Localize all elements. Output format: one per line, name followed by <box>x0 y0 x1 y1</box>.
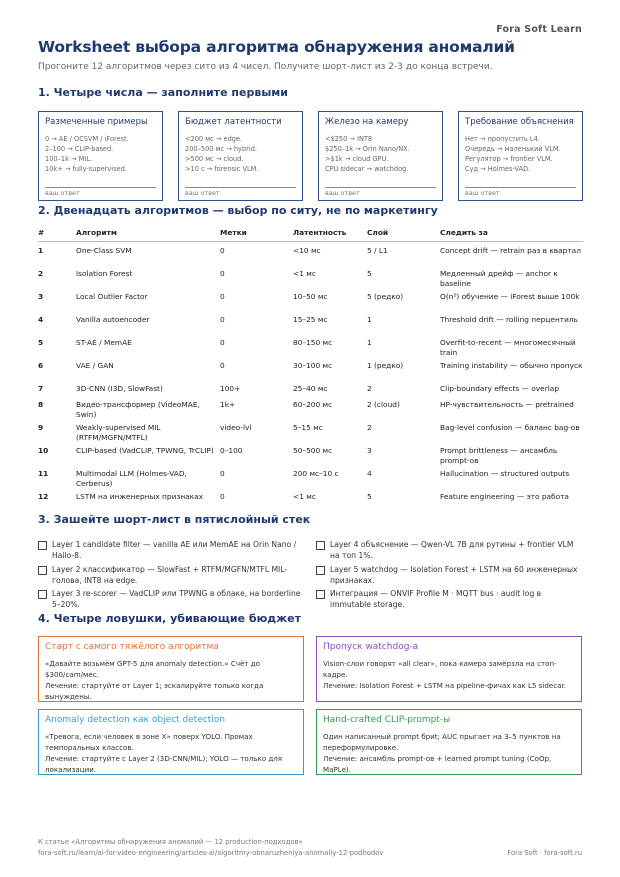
box-line: Очередь → маленький VLM. <box>465 145 561 153</box>
cell-algorithm: ST-AE / MemAE <box>76 338 132 347</box>
cell-num: 11 <box>38 469 49 478</box>
box-line: 10k+ → fully-supervised. <box>45 165 127 173</box>
box-line: 0 → AE / OCSVM / iForest. <box>45 135 129 143</box>
section-heading-stack: 3. Зашейте шорт-лист в пятислойный стек <box>38 513 311 526</box>
cell-algorithm: 3D-CNN (I3D, SlowFast) <box>76 384 163 393</box>
box-line: <$250 → INT8 <box>325 135 373 143</box>
section-heading-numbers: 1. Четыре числа — заполните первыми <box>38 86 288 99</box>
box-line: 100–1k → MIL. <box>45 155 93 163</box>
trap-card-heavy-start <box>38 636 304 702</box>
table-row <box>38 492 583 502</box>
checklist-item[interactable] <box>38 539 303 561</box>
header-num: # <box>38 228 45 237</box>
cell-num: 9 <box>38 423 44 432</box>
trap-title: Пропуск watchdog-а <box>323 642 419 652</box>
cell-num: 5 <box>38 338 44 347</box>
cell-latency: 30–100 мс <box>293 361 333 370</box>
cell-labels: 100+ <box>220 384 241 393</box>
page-title: Worksheet выбора алгоритма обнаружения аномалий <box>38 38 515 56</box>
cell-latency: <1 мс <box>293 269 316 278</box>
cell-layer: 5 / L1 <box>367 246 388 255</box>
cell-algorithm: Weakly-supervised MIL (RTFM/MGFN/MTFL) <box>76 423 161 442</box>
cell-layer: 5 (редко) <box>367 292 404 301</box>
cell-labels: 0 <box>220 246 225 255</box>
checklist-item[interactable] <box>38 564 303 586</box>
box-line: Суд → Holmes-VAD. <box>465 165 531 173</box>
cell-watch: O(n²) обучение — iForest выше 100k <box>440 292 580 301</box>
trap-text: Один написанный prompt бриt; AUC прыгает на 3–5 пунктов на переформулировке. <box>323 732 561 752</box>
trap-title: Hand-crafted CLIP-prompt-ы <box>323 715 451 725</box>
checklist-text: Layer 2 классификатор — SlowFast + RTFM/MGFN/MTFL MIL-голова, INT8 на edge. <box>52 565 288 585</box>
cell-num: 7 <box>38 384 44 393</box>
cell-algorithm: CLIP-based (VadCLIP, TPWNG, TrCLIP) <box>76 446 214 455</box>
trap-remedy: Лечение: стартуйте от Layer 1; эскалируйте только когда вынуждены. <box>45 681 264 701</box>
checkbox[interactable] <box>38 541 47 550</box>
table-row <box>38 338 583 358</box>
cell-watch: Prompt brittleness — ансамбль prompt-ов <box>440 446 558 465</box>
cell-algorithm: Isolation Forest <box>76 269 133 278</box>
cell-num: 8 <box>38 400 44 409</box>
footer-url[interactable]: fora-soft.ru/learn/ai-for-video-engineering/articles-ai/algoritmy-obnaruzheniya-anomaliy-12-podhodov <box>38 849 384 857</box>
cell-latency: 5–15 мс <box>293 423 323 432</box>
cell-latency: 60–200 мс <box>293 400 333 409</box>
trap-text: «Тревога, если человек в зоне X» поверх YOLO. Промах темпоральных классов. <box>45 732 253 752</box>
answer-field[interactable]: ваш ответ <box>45 187 156 197</box>
cell-num: 10 <box>38 446 49 455</box>
cell-watch: Threshold drift — rolling перцентиль <box>440 315 578 324</box>
box-camera-hardware <box>318 111 443 201</box>
cell-algorithm: Local Outlier Factor <box>76 292 148 301</box>
box-line: $250–1k → Orin Nano/NX. <box>325 145 410 153</box>
cell-layer: 3 <box>367 446 372 455</box>
answer-field[interactable]: ваш ответ <box>185 187 296 197</box>
cell-layer: 5 <box>367 269 372 278</box>
checklist-item[interactable] <box>316 564 583 586</box>
cell-layer: 4 <box>367 469 372 478</box>
cell-watch: Concept drift — retrain раз в квартал <box>440 246 581 255</box>
trap-remedy: Лечение: стартуйте с Layer 2 (3D-CNN/MIL); YOLO — только для локализации. <box>45 754 283 774</box>
header-algorithm: Алгоритм <box>76 228 117 237</box>
footer-site[interactable]: Fora Soft · fora-soft.ru <box>507 849 582 857</box>
table-row <box>38 384 583 394</box>
table-row <box>38 446 583 466</box>
cell-labels: 0 <box>220 469 225 478</box>
trap-card-clip-prompts <box>316 709 582 775</box>
checklist-item[interactable] <box>38 588 303 610</box>
cell-watch: Feature engineering — это работа <box>440 492 569 501</box>
checklist-text: Layer 3 re-scorer — VadCLIP или TPWNG в облаке, на borderline 5–20%. <box>52 589 301 609</box>
cell-layer: 2 (cloud) <box>367 400 400 409</box>
checklist-text: Layer 5 watchdog — Isolation Forest + LSTM на 60 инженерных признаках. <box>330 565 578 585</box>
table-row <box>38 246 583 256</box>
table-row <box>38 361 583 371</box>
answer-field[interactable]: ваш ответ <box>325 187 436 197</box>
cell-watch: Clip-boundary effects — overlap <box>440 384 560 393</box>
cell-latency: 10–50 мс <box>293 292 328 301</box>
cell-labels: 1k+ <box>220 400 236 409</box>
cell-latency: <10 мс <box>293 246 321 255</box>
cell-latency: 200 мс–10 с <box>293 469 339 478</box>
table-row <box>38 469 583 489</box>
cell-labels: 0 <box>220 269 225 278</box>
cell-layer: 1 <box>367 338 372 347</box>
cell-num: 3 <box>38 292 44 301</box>
cell-labels: 0 <box>220 361 225 370</box>
cell-labels: 0 <box>220 292 225 301</box>
checkbox[interactable] <box>316 590 325 599</box>
box-title: Бюджет латентности <box>185 117 282 127</box>
cell-watch: Bag-level confusion — баланс bag-ов <box>440 423 580 432</box>
trap-text: «Давайте возьмём GPT-5 для anomaly detection.» Счёт до $300/cam/мес. <box>45 659 261 679</box>
cell-labels: 0 <box>220 315 225 324</box>
table-row <box>38 423 583 443</box>
input-boxes <box>38 111 583 201</box>
checklist-text: Интеграция — ONVIF Profile M · MQTT bus · audit log в immutable storage. <box>330 589 542 609</box>
cell-layer: 1 <box>367 315 372 324</box>
trap-card-object-detection <box>38 709 304 775</box>
cell-algorithm: LSTM на инженерных признаках <box>76 492 204 501</box>
cell-latency: 80–150 мс <box>293 338 333 347</box>
checklist-text: Layer 1 candidate filter — vanilla AE или MemAE на Orin Nano / Hailo-8. <box>52 540 297 560</box>
cell-labels: video-lvl <box>220 423 252 432</box>
cell-labels: 0–100 <box>220 446 243 455</box>
cell-watch: HP-чувствительность — pretrained <box>440 400 574 409</box>
header-watch: Следить за <box>440 228 488 237</box>
cell-layer: 2 <box>367 384 372 393</box>
box-explanation-requirement <box>458 111 583 201</box>
trap-text: Vision-слои говорят «all clear», пока камера замёрзла на стоп-кадре. <box>323 659 557 679</box>
checklist-item[interactable] <box>316 588 583 610</box>
box-title: Размеченные примеры <box>45 117 148 127</box>
cell-watch: Overfit-to-recent — многомесячный train <box>440 338 576 357</box>
box-line: >500 мс → cloud. <box>185 155 244 163</box>
trap-title: Старт с самого тяжёлого алгоритма <box>45 642 219 652</box>
box-labeled-examples <box>38 111 163 201</box>
cell-latency: 25–40 мс <box>293 384 328 393</box>
table-header <box>38 224 583 242</box>
checklist-text: Layer 4 объяснение — Qwen-VL 7B для рутины + frontier VLM на топ 1%. <box>330 540 574 560</box>
cell-algorithm: Multimodal LLM (Holmes-VAD, Cerberus) <box>76 469 187 488</box>
cell-watch: Hallucination — structured outputs <box>440 469 570 478</box>
footer-article-ref: К статье «Алгоритмы обнаружения аномалий — 12 production-подходов» <box>38 838 303 846</box>
checkbox[interactable] <box>38 566 47 575</box>
header-layer: Слой <box>367 228 389 237</box>
brand-label: Fora Soft Learn <box>496 24 582 35</box>
cell-latency: 15–25 мс <box>293 315 328 324</box>
cell-num: 2 <box>38 269 44 278</box>
header-labels: Метки <box>220 228 247 237</box>
cell-algorithm: Видео-трансформер (VideoMAE, Swin) <box>76 400 200 419</box>
answer-field[interactable]: ваш ответ <box>465 187 576 197</box>
cell-labels: 0 <box>220 338 225 347</box>
table-row <box>38 315 583 325</box>
box-line: 200–500 мс → hybrid. <box>185 145 257 153</box>
cell-algorithm: VAE / GAN <box>76 361 114 370</box>
cell-num: 12 <box>38 492 49 501</box>
box-title: Железо на камеру <box>325 117 409 127</box>
section-heading-traps: 4. Четыре ловушки, убивающие бюджет <box>38 612 301 625</box>
table-row <box>38 269 583 289</box>
trap-remedy: Лечение: Isolation Forest + LSTM на pipeline-фичах как L5 sidecar. <box>323 681 566 690</box>
trap-title: Anomaly detection как object detection <box>45 715 226 725</box>
box-line: >$1k → cloud GPU. <box>325 155 389 163</box>
section-heading-algorithms: 2. Двенадцать алгоритмов — выбор по ситу, не по маркетингу <box>38 204 438 217</box>
checkbox[interactable] <box>316 541 325 550</box>
cell-watch: Медленный дрейф — anchor к baseline <box>440 269 558 288</box>
cell-num: 4 <box>38 315 44 324</box>
box-line: CPU sidecar → watchdog. <box>325 165 409 173</box>
checkbox[interactable] <box>38 590 47 599</box>
table-row <box>38 292 583 302</box>
cell-latency: <1 мс <box>293 492 316 501</box>
cell-algorithm: One-Class SVM <box>76 246 132 255</box>
cell-layer: 2 <box>367 423 372 432</box>
box-line: 2–100 → CLIP-based. <box>45 145 114 153</box>
box-line: Регулятор → frontier VLM. <box>465 155 553 163</box>
cell-labels: 0 <box>220 492 225 501</box>
cell-num: 6 <box>38 361 44 370</box>
cell-layer: 1 (редко) <box>367 361 404 370</box>
box-line: <200 мс → edge. <box>185 135 243 143</box>
box-line: Нет → пропустить L4. <box>465 135 540 143</box>
page-subtitle: Прогоните 12 алгоритмов через сито из 4 чисел. Получите шорт-лист из 2-3 до конца встречи. <box>38 62 493 72</box>
checklist-item[interactable] <box>316 539 583 561</box>
cell-latency: 50–500 мс <box>293 446 333 455</box>
trap-card-watchdog <box>316 636 582 702</box>
cell-layer: 5 <box>367 492 372 501</box>
box-latency-budget <box>178 111 303 201</box>
algorithms-table <box>38 224 583 501</box>
trap-remedy: Лечение: ансамбль prompt-ов + learned prompt tuning (CoOp, MaPLe). <box>323 754 552 774</box>
table-row <box>38 400 583 420</box>
box-line: >10 с → forensic VLM. <box>185 165 259 173</box>
cell-num: 1 <box>38 246 44 255</box>
checkbox[interactable] <box>316 566 325 575</box>
cell-watch: Training instability — обычно пропуск <box>440 361 583 370</box>
cell-algorithm: Vanilla autoencoder <box>76 315 150 324</box>
header-latency: Латентность <box>293 228 347 237</box>
box-title: Требование объяснения <box>465 117 574 127</box>
